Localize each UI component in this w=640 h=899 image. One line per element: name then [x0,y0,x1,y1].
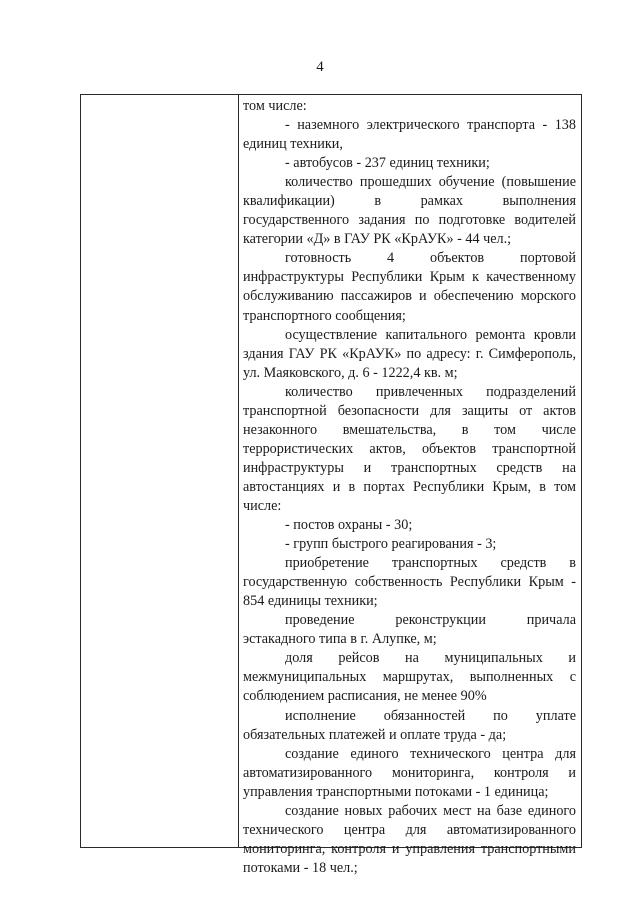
paragraph: - наземного электрического транспорта - 138 единиц техники, [243,117,576,153]
paragraph: количество привлеченных подразделений транспортной безопасности для защиты от актов незаконного вмешательства, в том числе террористических актов, объектов транспортной инфраструктуры и транспортных средств на автостанциях и в портах Республики Крым, в том числе: [243,383,576,514]
paragraph: создание единого технического центра для автоматизированного мониторинга, контроля и управления транспортными потоками - 1 единица; [243,745,576,800]
table-left-cell [81,95,238,847]
paragraph: проведение реконструкции причала эстакадного типа в г. Алупке, м; [243,612,576,648]
paragraph: готовность 4 объектов портовой инфраструктуры Республики Крым к качественному обслуживанию пассажиров и обеспечению морского транспортного сообщения; [243,250,576,324]
table-right-cell [243,97,576,878]
paragraph: количество прошедших обучение (повышение квалификации) в рамках выполнения государственного задания по подготовке водителей категории «Д» в ГАУ РК «КрАУК» - 44 чел.; [243,174,576,248]
paragraph: - автобусов - 237 единиц техники; [285,155,490,172]
paragraph: - постов охраны - 30; [285,517,413,534]
paragraph: приобретение транспортных средств в государственную собственность Республики Крым - 854 единицы техники; [243,555,576,610]
table-column-divider [238,95,239,847]
document-table [80,94,582,876]
paragraph: том числе: [243,98,307,114]
page-number: 4 [316,59,324,75]
paragraph: осуществление капитального ремонта кровли здания ГАУ РК «КрАУК» по адресу: г. Симферополь, ул. Маяковского, д. 6 - 1222,4 кв. м; [243,326,576,381]
paragraph: - групп быстрого реагирования - 3; [285,536,497,553]
paragraph: доля рейсов на муниципальных и межмуниципальных маршрутах, выполненных с соблюдением расписания, не менее 90% [243,650,576,705]
paragraph: создание новых рабочих мест на базе единого технического центра для автоматизированного мониторинга, контроля и управления транспортными потоками - 18 чел.; [243,802,576,876]
paragraph: исполнение обязанностей по уплате обязательных платежей и оплате труда - да; [243,707,576,743]
